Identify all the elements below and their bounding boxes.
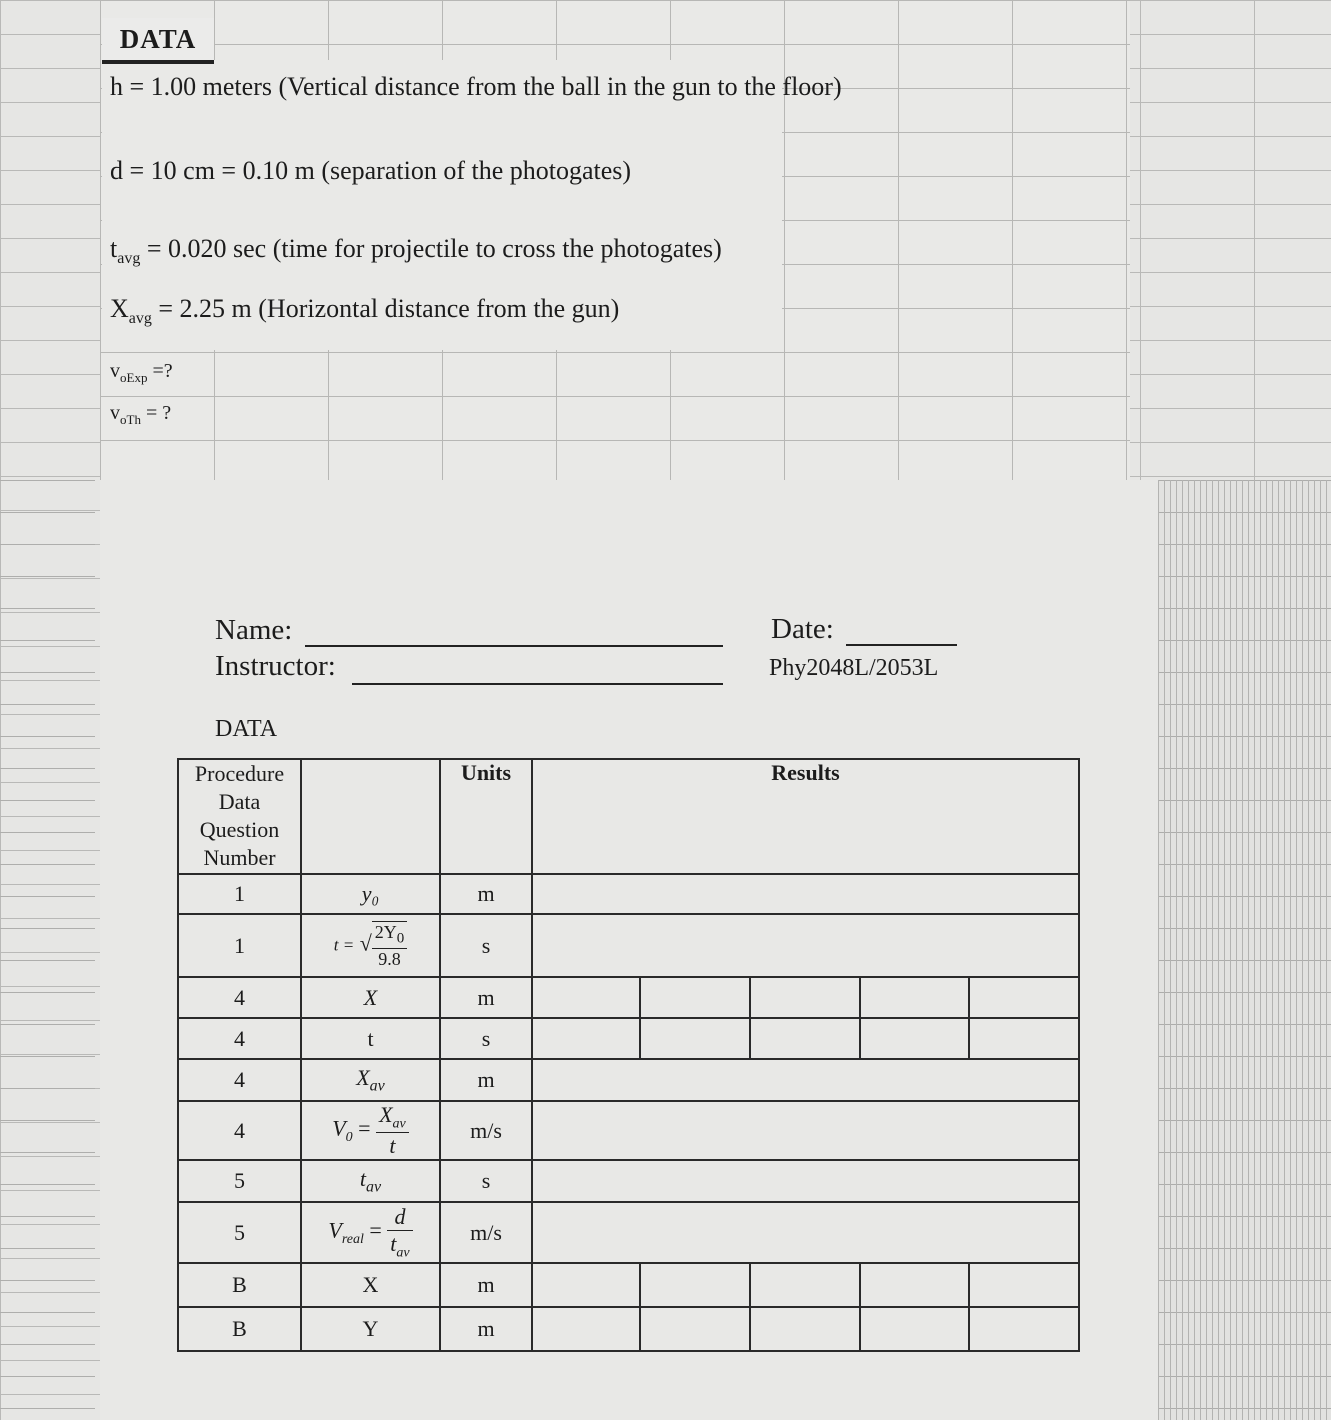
row-number: 5 xyxy=(178,1160,301,1202)
row-units: m xyxy=(440,1059,532,1101)
row-number: 4 xyxy=(178,1059,301,1101)
trial-cell[interactable] xyxy=(639,1308,749,1350)
trial-cell[interactable] xyxy=(968,1019,1078,1058)
row-quantity: Y xyxy=(301,1307,440,1351)
row-quantity: t xyxy=(301,1018,440,1059)
row-number: 4 xyxy=(178,1101,301,1160)
result-cell-split xyxy=(532,1018,1079,1059)
row-number: 5 xyxy=(178,1202,301,1263)
trial-cell[interactable] xyxy=(968,1308,1078,1350)
trial-cell[interactable] xyxy=(533,1308,639,1350)
row-number: B xyxy=(178,1307,301,1351)
result-cell[interactable] xyxy=(532,1202,1079,1263)
row-units: m xyxy=(440,1307,532,1351)
row-units: m/s xyxy=(440,1202,532,1263)
table-row xyxy=(178,914,1079,977)
row-units: s xyxy=(440,1018,532,1059)
procedure-header: Procedure Data Question Number xyxy=(178,759,301,874)
instructor-field[interactable] xyxy=(352,683,723,685)
trial-cell[interactable] xyxy=(859,1264,969,1306)
table-row xyxy=(178,1018,1079,1059)
course-code: Phy2048L/2053L xyxy=(769,655,939,681)
table-row xyxy=(178,1263,1079,1307)
trial-cell[interactable] xyxy=(533,1264,639,1306)
trial-cell[interactable] xyxy=(859,978,969,1017)
result-cell[interactable] xyxy=(532,914,1079,977)
table-row xyxy=(178,1202,1079,1263)
left-margin-grid xyxy=(0,480,95,1420)
row-quantity-formula: t = √ $\frac{2Y_0}{9.8}$ xyxy=(301,914,440,977)
table-header-row xyxy=(178,759,1079,874)
result-cell[interactable] xyxy=(532,874,1079,914)
height-line: h = 1.00 meters (Vertical distance from the ball in the gun to the floor) xyxy=(110,72,842,101)
trial-cell[interactable] xyxy=(749,978,859,1017)
row-units: m xyxy=(440,977,532,1018)
result-cell[interactable] xyxy=(532,1059,1079,1101)
results-table xyxy=(177,758,1080,1352)
trial-cell[interactable] xyxy=(749,1264,859,1306)
trial-cell[interactable] xyxy=(533,1019,639,1058)
trial-cell[interactable] xyxy=(859,1308,969,1350)
result-cell[interactable] xyxy=(532,1160,1079,1202)
row-units: s xyxy=(440,914,532,977)
quantity-header xyxy=(301,759,440,874)
trial-cell[interactable] xyxy=(749,1019,859,1058)
row-units: m xyxy=(440,874,532,914)
trial-cell[interactable] xyxy=(639,1264,749,1306)
date-label: Date: xyxy=(771,613,834,645)
row-units: m/s xyxy=(440,1101,532,1160)
data-heading: DATA xyxy=(102,18,214,64)
row-quantity: X xyxy=(301,1263,440,1307)
trial-cell[interactable] xyxy=(749,1308,859,1350)
time-avg-line: $t_{avg} = 0.020$ sec (time for projectile to cross the photogates) xyxy=(110,234,722,268)
v-theoretical-question: $v_{oTh}$ = ? xyxy=(110,402,172,427)
trial-cell[interactable] xyxy=(639,978,749,1017)
date-field[interactable] xyxy=(846,644,957,646)
row-number: 4 xyxy=(178,1018,301,1059)
row-quantity: y₀ xyxy=(301,874,440,914)
results-header: Results xyxy=(532,759,1079,874)
row-number: 4 xyxy=(178,977,301,1018)
trial-cell[interactable] xyxy=(859,1019,969,1058)
row-number: 1 xyxy=(178,914,301,977)
result-cell-split xyxy=(532,977,1079,1018)
x-avg-line: $X_{avg} = 2.25$ m (Horizontal distance from the gun) xyxy=(110,294,620,328)
v-experimental-question: $v_{oExp}$ =? xyxy=(110,360,173,385)
result-cell[interactable] xyxy=(532,1101,1079,1160)
table-row xyxy=(178,977,1079,1018)
trial-cell[interactable] xyxy=(639,1019,749,1058)
trial-cell[interactable] xyxy=(968,978,1078,1017)
name-field[interactable] xyxy=(305,645,723,647)
right-margin-grid xyxy=(1158,480,1331,1420)
row-quantity-formula: $V_{real}$ = $\frac{d}{t_{av}}$ xyxy=(301,1202,440,1263)
row-number: B xyxy=(178,1263,301,1307)
row-quantity-xav: $X_{av}$ xyxy=(301,1059,440,1101)
separation-line: d = 10 cm = 0.10 m (separation of the photogates) xyxy=(110,156,632,185)
row-quantity: X xyxy=(301,977,440,1018)
result-cell-split xyxy=(532,1307,1079,1351)
row-units: s xyxy=(440,1160,532,1202)
units-header: Units xyxy=(440,759,532,874)
table-row xyxy=(178,1160,1079,1202)
result-cell-split xyxy=(532,1263,1079,1307)
table-row xyxy=(178,874,1079,914)
table-row xyxy=(178,1101,1079,1160)
row-units: m xyxy=(440,1263,532,1307)
trial-cell[interactable] xyxy=(533,978,639,1017)
row-quantity-formula: $V_0$ = $\frac{X_{av}}{t}$ xyxy=(301,1101,440,1160)
row-quantity-tav: $t_{av}$ xyxy=(301,1160,440,1202)
instructor-label: Instructor: xyxy=(215,650,336,682)
row-number: 1 xyxy=(178,874,301,914)
trial-cell[interactable] xyxy=(968,1264,1078,1306)
worksheet-data-label: DATA xyxy=(215,716,278,742)
name-label: Name: xyxy=(215,614,293,646)
table-row xyxy=(178,1307,1079,1351)
table-row xyxy=(178,1059,1079,1101)
